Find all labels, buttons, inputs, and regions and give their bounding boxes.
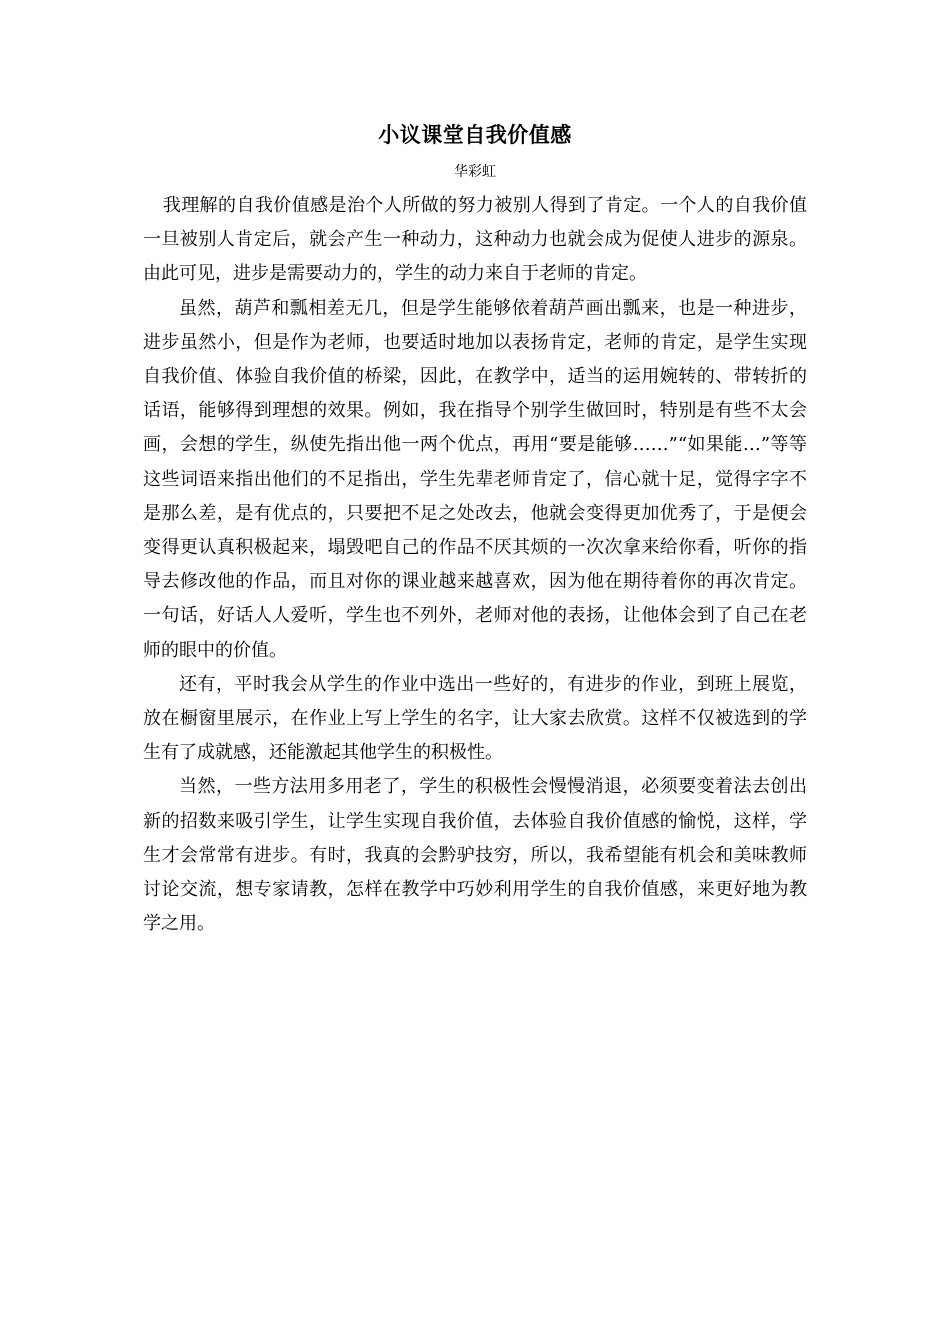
document-title: 小议课堂自我价值感: [378, 122, 572, 147]
paragraph-1: 我理解的自我价值感是治个人所做的努力被别人得到了肯定。一个人的自我价值一旦被别人肯定后，就会产生一种动力，这种动力也就会成为促使人进步的源泉。由此可见，进步是需要动力的，学生的动力来自于老师的肯定。: [143, 195, 807, 285]
document-body: [143, 189, 807, 941]
document-author: 华彩虹: [454, 164, 496, 180]
paragraph-4: 当然，一些方法用多用老了，学生的积极性会慢慢消退，必须要变着法去创出新的招数来吸引学生，让学生实现自我价值，去体验自我价值感的愉悦，这样，学生才会常常有进步。有时，我真的会黔驴技穷，所以，我希望能有机会和美味教师讨论交流，想专家请教，怎样在教学中巧妙利用学生的自我价值感，来更好地为教学之用。: [143, 776, 807, 935]
paragraph-2: 虽然，葫芦和瓢相差无几，但是学生能够依着葫芦画出瓢来，也是一种进步，进步虽然小，但是作为老师，也要适时地加以表扬肯定，老师的肯定，是学生实现自我价值、体验自我价值的桥梁，因此，在教学中，适当的运用婉转的、带转折的话语，能够得到理想的效果。例如，我在指导个别学生做回时，特别是有些不太会画，会想的学生，纵使先指出他一两个优点，再用“要是能够……”“如果能…”等等这些词语来指出他们的不足指出，学生先辈老师肯定了，信心就十足，觉得字字不是那么差，是有优点的，只要把不足之处改去，他就会变得更加优秀了，于是便会变得更认真积极起来，塌毁吧自己的作品不厌其烦的一次次拿来给你看，听你的指导去修改他的作品，而且对你的课业越来越喜欢，因为他在期待着你的再次肯定。一句话，好话人人爱听，学生也不列外，老师对他的表扬，让他体会到了自己在老师的眼中的价值。: [143, 297, 807, 661]
paragraph-3: 还有，平时我会从学生的作业中选出一些好的，有进步的作业，到班上展览，放在橱窗里展示，在作业上写上学生的名字，让大家去欣赏。这样不仅被选到的学生有了成就感，还能激起其他学生的积极性。: [143, 673, 807, 764]
